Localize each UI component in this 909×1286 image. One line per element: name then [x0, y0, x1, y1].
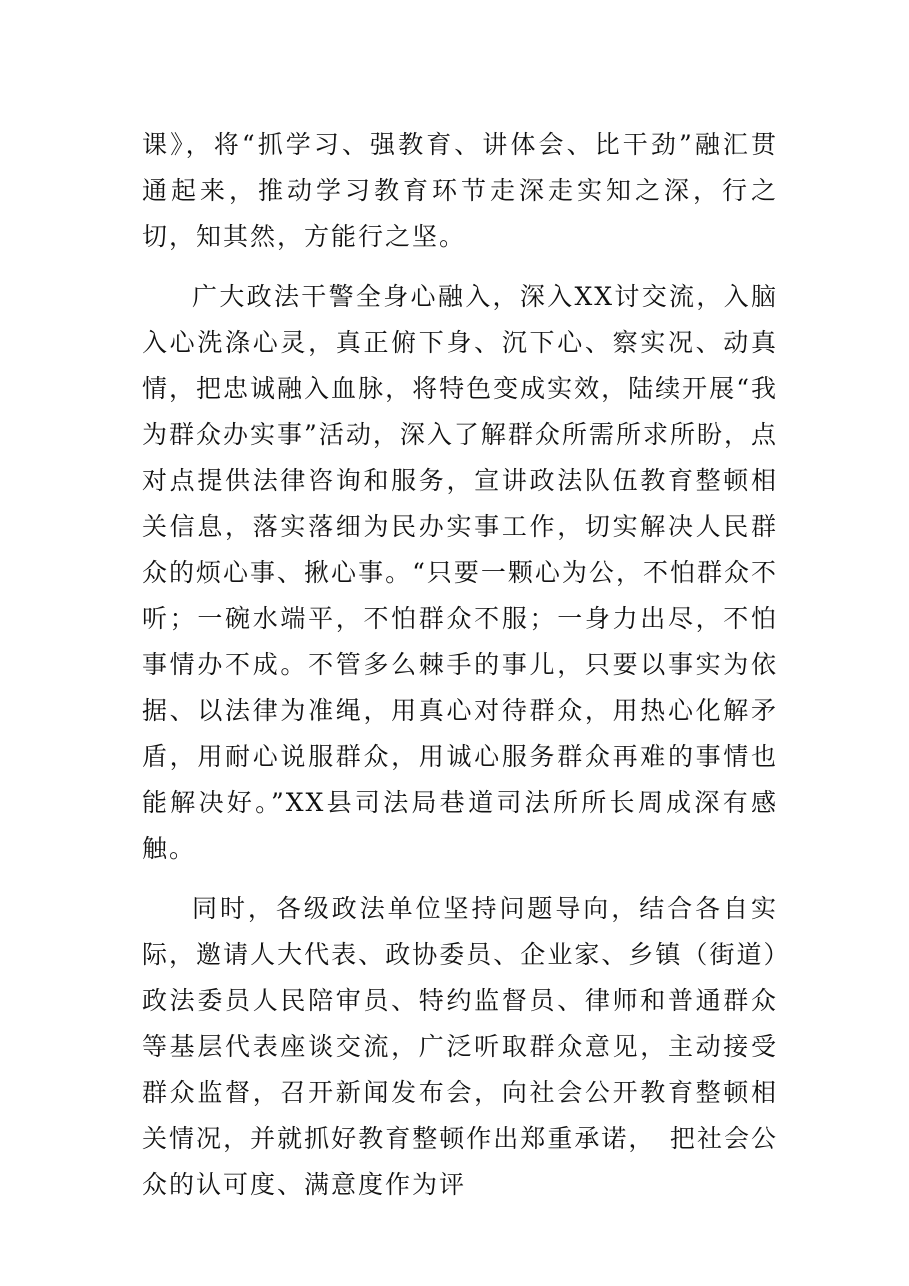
paragraph-problem-oriented: 同时，各级政法单位坚持问题导向，结合各自实际，邀请人大代表、政协委员、企业家、乡镇（街道）政法委员人民陪审员、特约监督员、律师和普通群众等基层代表座谈交流，广泛听取群众意见，主动接受群众监督，召开新闻发布会，向社会公开教育整顿相关情况，并就抓好教育整顿作出郑重承诺， 把社会公众的认可度、满意度作为评 [142, 894, 778, 1199]
paragraph-continuation: 课》，将“抓学习、强教育、讲体会、比干劲”融汇贯通起来，推动学习教育环节走深走实知之深，行之切，知其然，方能行之坚。 [142, 130, 778, 251]
paragraph-police-engagement: 广大政法干警全身心融入，深入XX讨交流，入脑入心洗涤心灵，真正俯下身、沉下心、察实况、动真情，把忠诚融入血脉，将特色变成实效，陆续开展“我为群众办实事”活动，深入了解群众所需所求所盼，点对点提供法律咨询和服务，宣讲政法队伍教育整顿相关信息，落实落细为民办实事工作，切实解决人民群众的烦心事、揪心事。“只要一颗心为公，不怕群众不听；一碗水端平，不怕群众不服；一身力出尽，不怕事情办不成。不管多么棘手的事儿，只要以事实为依据、以法律为准绳，用真心对待群众，用热心化解矛盾，用耐心说服群众，用诚心服务群众再难的事情也能解决好。”XX县司法局巷道司法所所长周成深有感触。 [142, 282, 778, 863]
document-body [142, 122, 778, 1208]
